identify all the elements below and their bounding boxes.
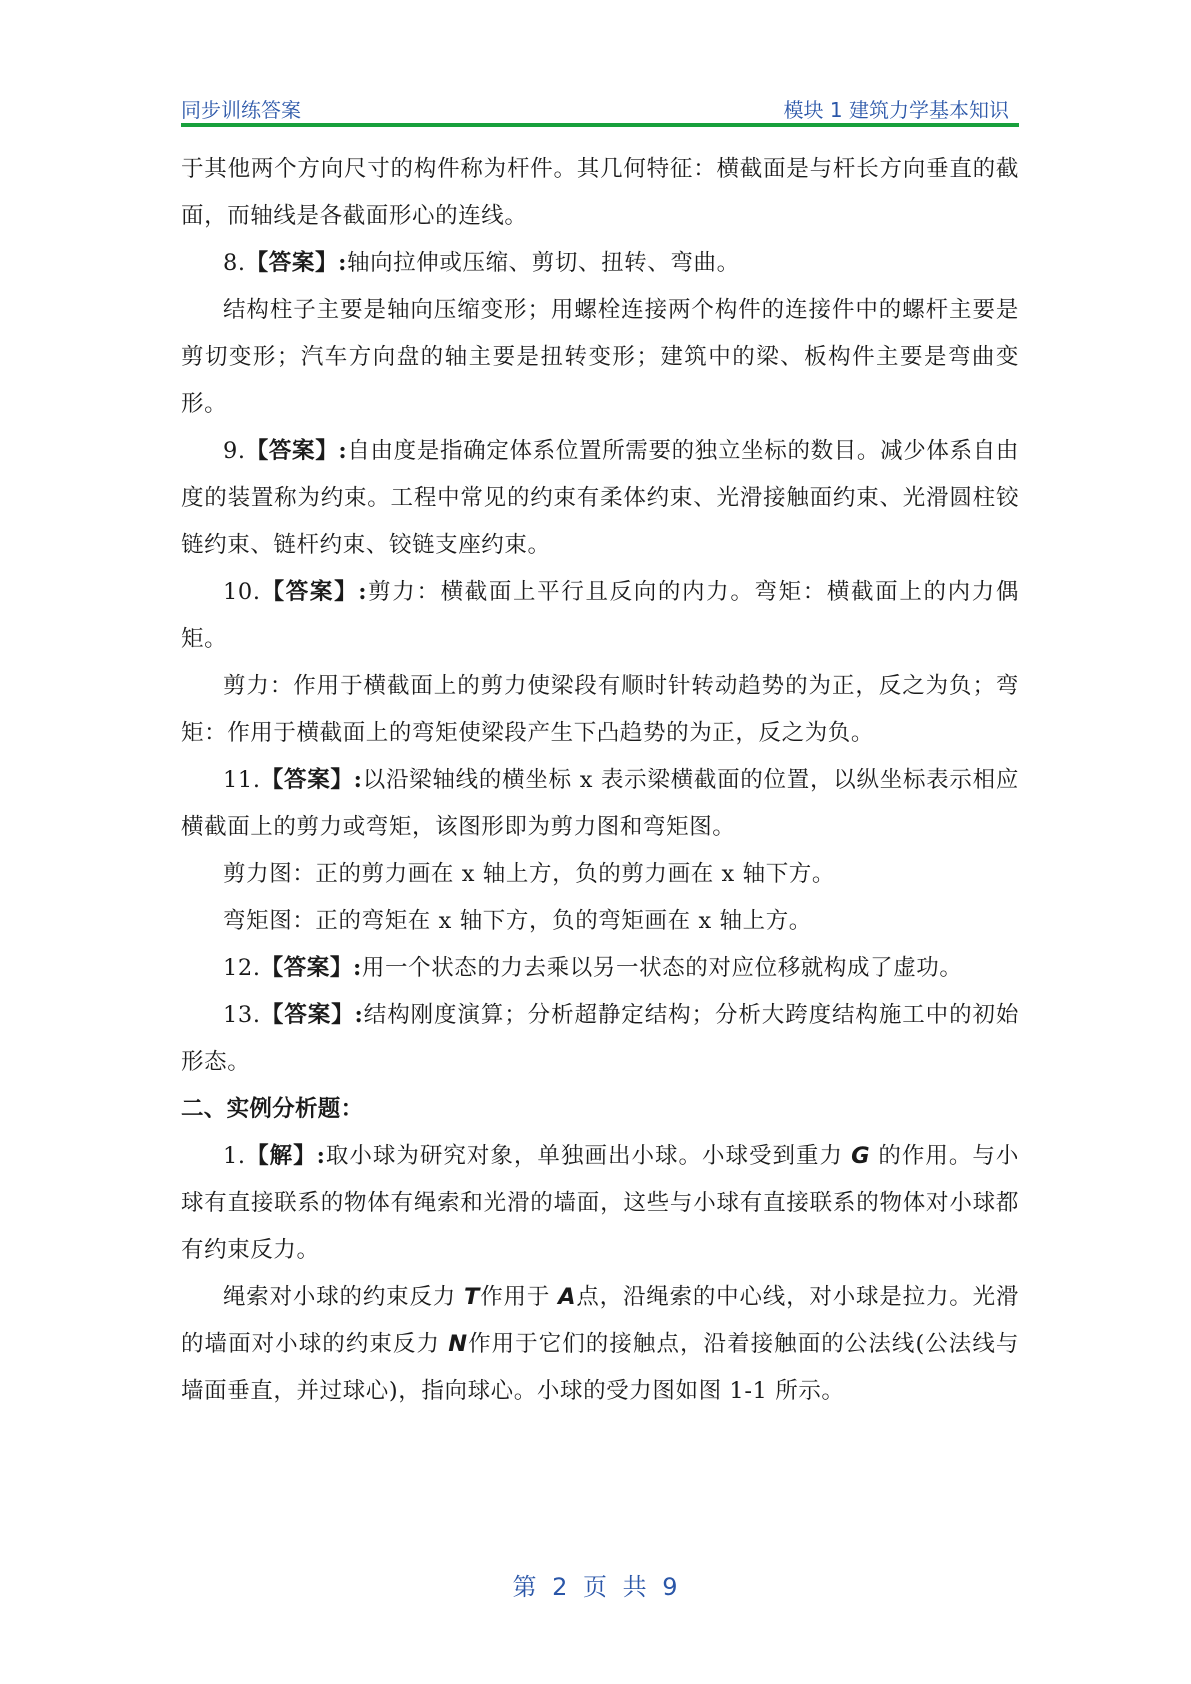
- solution-text: 作用于: [480, 1284, 559, 1310]
- answer-number: 11.: [223, 767, 261, 793]
- answer-text: 用一个状态的力去乘以另一状态的对应位移就构成了虚功。: [361, 955, 963, 981]
- variable-n: N: [448, 1331, 468, 1357]
- answer-label: 【答案】:: [260, 767, 363, 793]
- variable-a: A: [558, 1284, 577, 1310]
- answer-13: [181, 992, 1019, 1086]
- header-left-title: 同步训练答案: [181, 98, 301, 122]
- answer-11: [181, 757, 1019, 851]
- answer-label: 【答案】:: [260, 955, 362, 981]
- header-divider: [181, 123, 1019, 127]
- header-right-title: 模块 1 建筑力学基本知识: [783, 98, 1009, 122]
- answer-number: 8.: [223, 250, 246, 276]
- answer-text: 轴向拉伸或压缩、剪切、扭转、弯曲。: [346, 250, 740, 276]
- page-number: 第 2 页 共 9: [512, 1573, 679, 1601]
- answer-text: 结构刚度演算；分析超静定结构；分析大跨度结构施工中的初始形态。: [181, 1002, 1019, 1075]
- answer-number: 9.: [223, 438, 246, 464]
- paragraph-continuation: 于其他两个方向尺寸的构件称为杆件。其几何特征：横截面是与杆长方向垂直的截面，而轴线是各截面形心的连线。: [181, 156, 1019, 229]
- answer-label: 【答案】:: [245, 438, 348, 464]
- answer-number: 10.: [223, 579, 261, 605]
- answer-8-explanation: 结构柱子主要是轴向压缩变形；用螺栓连接两个构件的连接件中的螺杆主要是剪切变形；汽车方向盘的轴主要是扭转变形；建筑中的梁、板构件主要是弯曲变形。: [181, 297, 1019, 417]
- page-header: [181, 92, 1017, 126]
- answer-label: 【答案】:: [245, 250, 347, 276]
- solution-1: [181, 1133, 1019, 1274]
- variable-g: G: [851, 1143, 871, 1169]
- answer-10: [181, 569, 1019, 663]
- answer-10-explanation: 剪力：作用于横截面上的剪力使梁段有顺时针转动趋势的为正，反之为负；弯矩：作用于横截面上的弯矩使梁段产生下凸趋势的为正，反之为负。: [181, 673, 1019, 746]
- solution-text: 取小球为研究对象，单独画出小球。小球受到重力: [325, 1143, 852, 1169]
- solution-label: 【解】:: [245, 1143, 326, 1169]
- solution-text: 的作用。与小球有直接联系的物体有绳索和光滑的墙面，这些与小球有直接联系的物体对小球都有约束反力。: [181, 1143, 1019, 1263]
- solution-text: 作用于它们的接触点，沿着接触面的公法线(公法线与墙面垂直，并过球心)，指向球心。小球的受力图如图 1-1 所示。: [181, 1331, 1019, 1404]
- variable-t: T: [464, 1284, 480, 1310]
- solution-text: 绳索对小球的约束反力: [223, 1284, 465, 1310]
- answer-text: 以沿梁轴线的横坐标 x 表示梁横截面的位置，以纵坐标表示相应横截面上的剪力或弯矩，该图形即为剪力图和弯矩图。: [181, 767, 1019, 840]
- answer-11-shear-diagram: 剪力图：正的剪力画在 x 轴上方，负的剪力画在 x 轴下方。: [223, 861, 835, 887]
- solution-text: 点，沿绳索的中心线，对小球是拉力。光滑的墙面对小球的约束反力: [181, 1284, 1019, 1357]
- answer-number: 12.: [223, 955, 261, 981]
- answer-8: [181, 240, 1019, 287]
- solution-1-forces: [181, 1274, 1019, 1415]
- answer-text: 自由度是指确定体系位置所需要的独立坐标的数目。减少体系自由度的装置称为约束。工程中常见的约束有柔体约束、光滑接触面约束、光滑圆柱铰链约束、链杆约束、铰链支座约束。: [181, 438, 1019, 558]
- document-body: [181, 146, 1019, 1415]
- answer-label: 【答案】:: [260, 1002, 364, 1028]
- answer-number: 13.: [223, 1002, 261, 1028]
- answer-12: [181, 945, 1019, 992]
- answer-label: 【答案】:: [260, 579, 368, 605]
- answer-11-moment-diagram: 弯矩图：正的弯矩在 x 轴下方，负的弯矩画在 x 轴上方。: [223, 908, 812, 934]
- answer-text: 剪力：横截面上平行且反向的内力。弯矩：横截面上的内力偶矩。: [181, 579, 1019, 652]
- section-heading: 二、实例分析题：: [181, 1096, 364, 1122]
- solution-number: 1.: [223, 1143, 246, 1169]
- answer-9: [181, 428, 1019, 569]
